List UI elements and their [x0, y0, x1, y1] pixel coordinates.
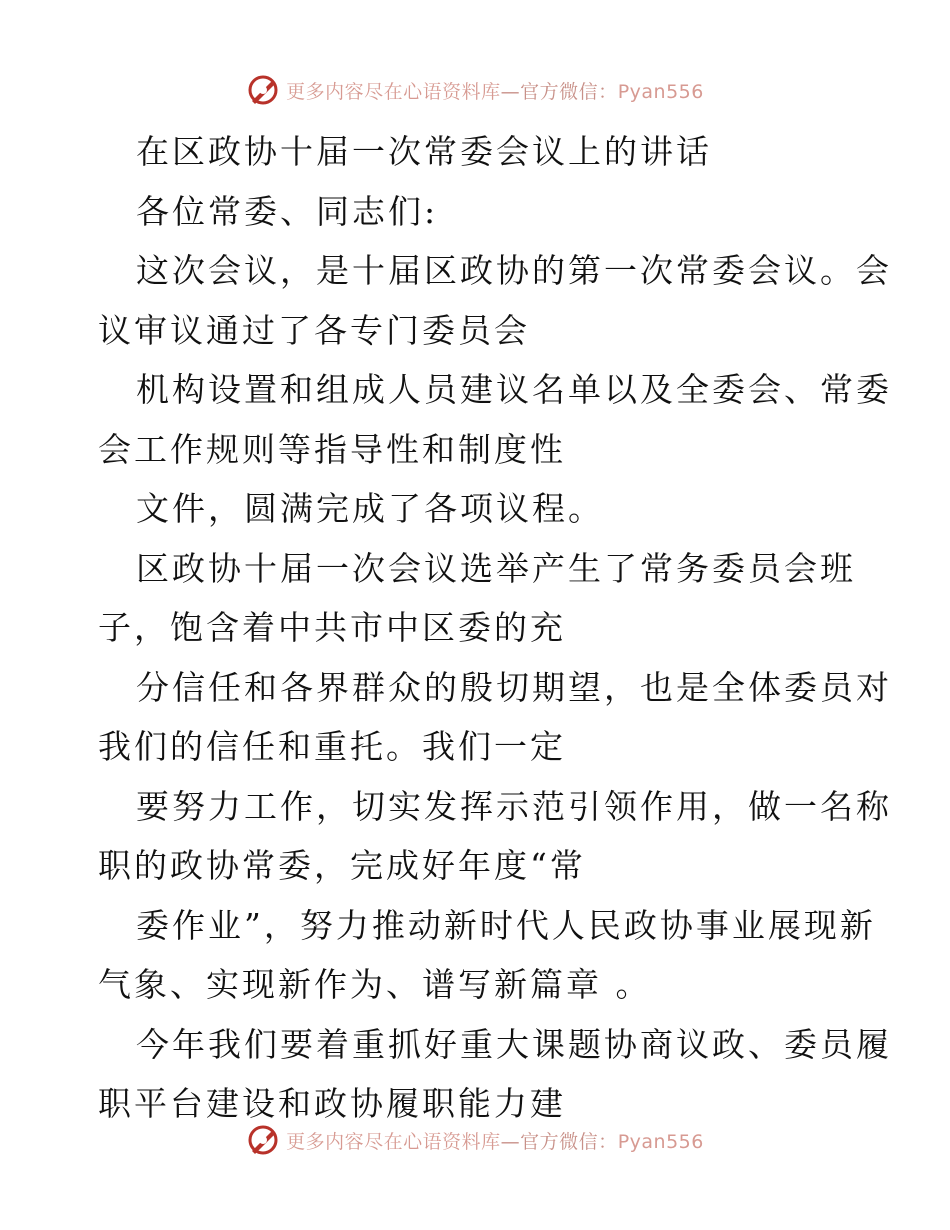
banner-wechat-id: Pyan556: [617, 1130, 704, 1153]
banner-dash: —: [500, 1130, 521, 1153]
paragraph-line: 议审议通过了各专门委员会: [98, 310, 530, 350]
paragraph-line: 今年我们要着重抓好重大课题协商议政、委员履: [136, 1024, 892, 1064]
paragraph-line: 职平台建设和政协履职能力建: [98, 1084, 566, 1123]
header-banner-inner: [246, 73, 704, 107]
banner-wechat-label: 官方微信：: [520, 80, 618, 103]
paragraph-line: 这次会议，是十届区政协的第一次常委会议。会: [136, 251, 892, 290]
banner-main-text: 更多内容尽在心语资料库: [286, 80, 501, 103]
document-title: 在区政协十届一次常委会议上的讲话: [136, 132, 712, 171]
banner-main-text: 更多内容尽在心语资料库: [286, 1130, 501, 1153]
pen-logo-icon: [246, 73, 280, 107]
paragraph-line: 分信任和各界群众的殷切期望，也是全体委员对: [136, 667, 892, 707]
paragraph-line: 区政协十届一次会议选举产生了常务委员会班: [136, 548, 856, 588]
header-banner: [0, 70, 950, 110]
paragraph-line: 我们的信任和重托。我们一定: [98, 727, 566, 766]
footer-banner-inner: [246, 1123, 704, 1157]
pen-logo-icon: [246, 1123, 280, 1157]
paragraph-line: 文件，圆满完成了各项议程。: [136, 489, 604, 528]
salutation: 各位常委、同志们:: [136, 191, 439, 231]
banner-text: [286, 77, 704, 104]
paragraph-line: 机构设置和组成人员建议名单以及全委会、常委: [136, 370, 892, 409]
banner-wechat-label: 官方微信：: [520, 1130, 618, 1153]
document-body: [98, 122, 892, 1134]
paragraph-line: 气象、实现新作为、谱写新篇章 。: [98, 965, 652, 1004]
paragraph-line: 委作业”，努力推动新时代人民政协事业展现新: [136, 905, 876, 945]
banner-dash: —: [500, 80, 521, 103]
paragraph-line: 要努力工作，切实发挥示范引领作用，做一名称: [136, 786, 892, 826]
paragraph-line: 会工作规则等指导性和制度性: [98, 429, 566, 469]
banner-wechat-id: Pyan556: [617, 80, 704, 103]
banner-text: [286, 1127, 704, 1154]
footer-banner: [0, 1120, 950, 1160]
paragraph-line: 子，饱含着中共市中区委的充: [98, 608, 566, 647]
paragraph-line: 职的政协常委，完成好年度“常: [98, 846, 586, 885]
